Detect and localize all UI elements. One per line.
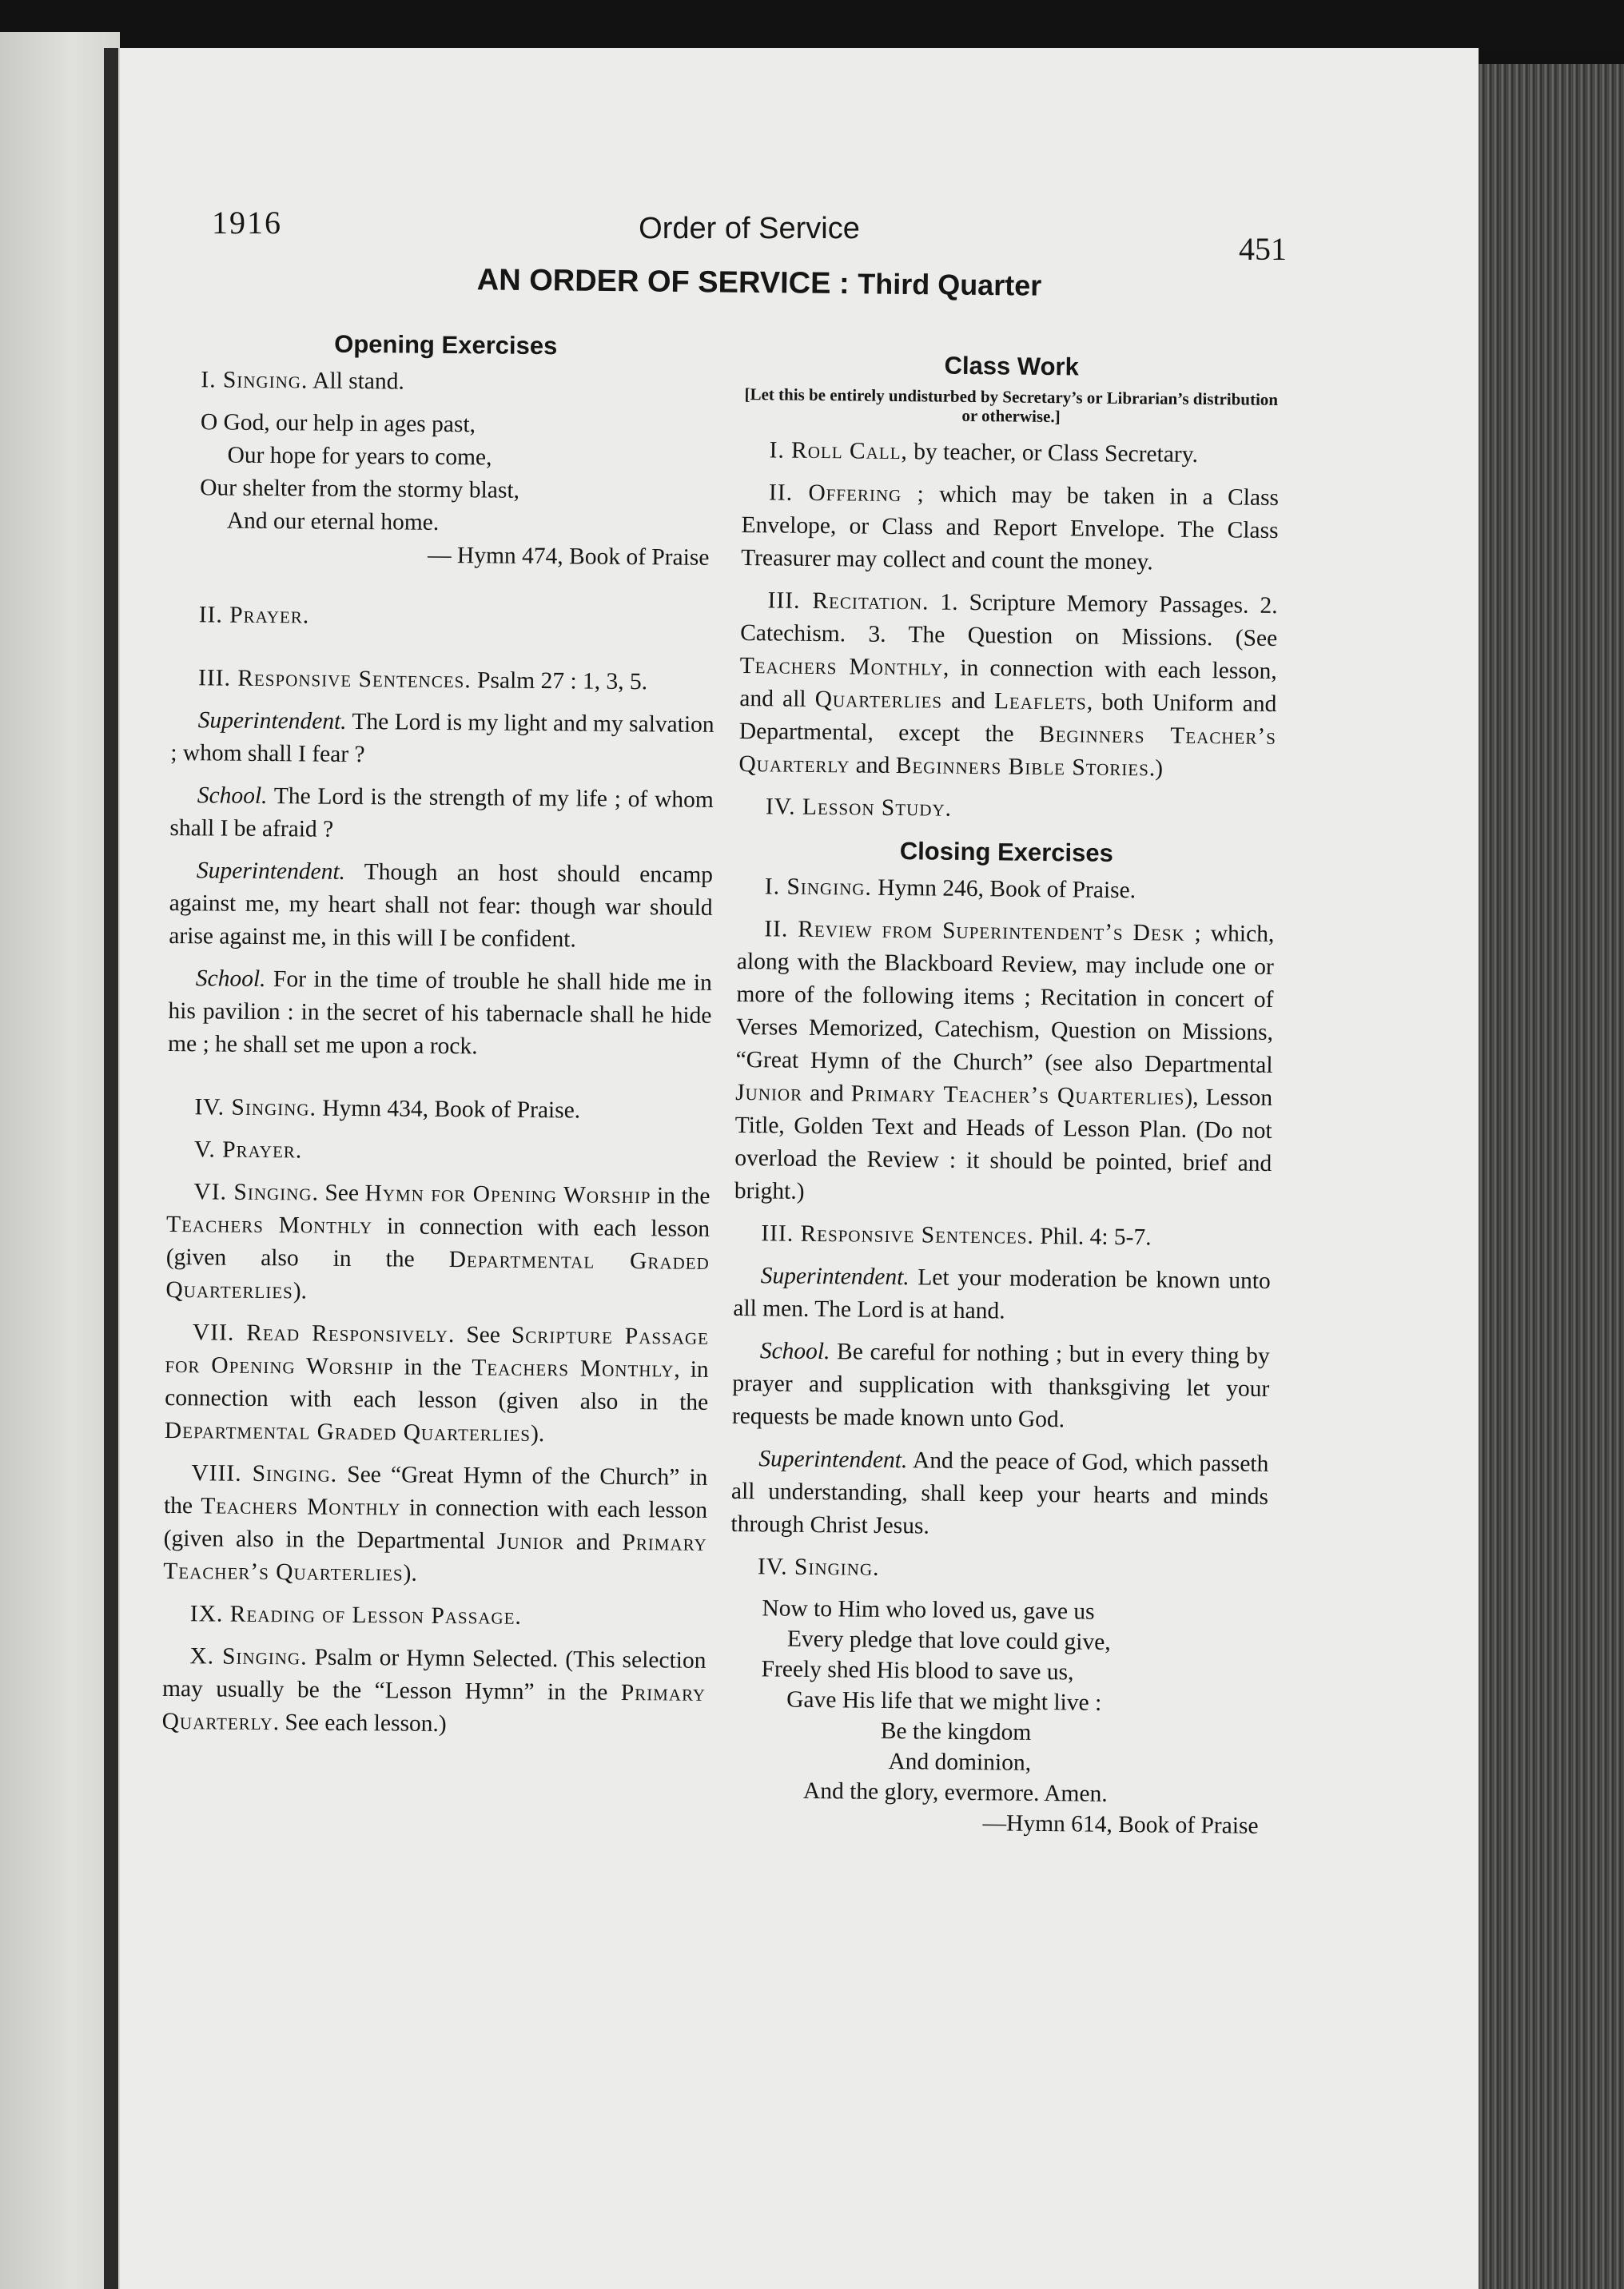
- item-reference: Quarterlies: [814, 686, 943, 714]
- responsive-sentence: [732, 1335, 1270, 1439]
- opening-item-4: [167, 1091, 710, 1129]
- opening-exercises-heading: Opening Exercises: [334, 329, 558, 360]
- item-reference: Teachers Monthly: [739, 652, 944, 681]
- item-text: Psalm 27 : 1, 3, 5.: [476, 667, 648, 695]
- verse-line: O God, our help in ages past,: [200, 409, 476, 438]
- closing-item-4: IV. Singing.: [757, 1554, 880, 1581]
- item-text: All stand.: [312, 368, 404, 395]
- running-head-year: 1916: [212, 205, 282, 241]
- item-label: VI. Singing.: [193, 1179, 320, 1206]
- item-label: IV. Singing.: [194, 1094, 317, 1121]
- item-reference: Junior: [496, 1528, 565, 1555]
- item-text: and: [951, 687, 985, 715]
- item-label: II. Offering ;: [768, 480, 925, 508]
- item-text: Phil. 4: 5-7.: [1040, 1223, 1152, 1251]
- item-text: in connection with each lesson (given also in the: [165, 1213, 710, 1272]
- class-work-item-3: [738, 584, 1278, 786]
- hymn-line: And the glory, evermore. Amen.: [802, 1777, 1108, 1807]
- verse-line: Our shelter from the stormy blast,: [200, 475, 520, 504]
- responsive-sentence: [733, 1260, 1271, 1331]
- item-text: See “Great Hymn of the Church” in the: [163, 1461, 708, 1519]
- speaker-label: Superintendent.: [197, 707, 347, 734]
- speaker-label: Superintendent.: [760, 1263, 910, 1291]
- sentence-text: The Lord is the strength of my life ; of whom shall I be afraid ?: [169, 783, 714, 842]
- opening-item-10: [162, 1640, 707, 1743]
- opening-item-7: [165, 1316, 709, 1452]
- item-text: in connection with each lesson (given also in the Departmental: [163, 1495, 708, 1555]
- item-label: II. Review from Superintendent’s Desk ;: [764, 916, 1202, 947]
- item-reference: Beginners Bible Stories: [895, 753, 1150, 782]
- opening-verse: [199, 406, 717, 575]
- item-label: I. Roll Call,: [769, 437, 909, 465]
- item-reference: Primary Teacher’s Quarterlies: [850, 1081, 1185, 1110]
- responsive-sentence: [169, 779, 714, 850]
- class-work-item-4: IV. Lesson Study.: [765, 794, 953, 822]
- scan-top-shadow: [0, 0, 1624, 50]
- item-reference: Scripture Passage for Opening Worship: [165, 1322, 710, 1380]
- hymn-citation: —Hymn 614, Book of Praise: [982, 1810, 1259, 1839]
- item-text: and: [855, 752, 890, 778]
- closing-item-2: [734, 913, 1275, 1213]
- opening-item-1: [173, 364, 717, 401]
- sentence-text: And the peace of God, which passeth all understanding, shall keep your hearts and minds through Christ Jesus.: [730, 1447, 1269, 1539]
- page-title: [432, 263, 1087, 305]
- page-block-edge: [1479, 64, 1624, 2289]
- item-text: , in connection with each lesson, and all: [739, 655, 1277, 712]
- item-reference: Teachers Monthly: [472, 1355, 675, 1383]
- hymn-line: Freely shed His blood to save us,: [761, 1656, 1074, 1686]
- speaker-label: Superintendent.: [758, 1446, 908, 1474]
- item-text: 1. Scripture Memory Passages. 2. Catechism. 3. The Question on Missions. (See: [740, 589, 1278, 652]
- item-text: and: [809, 1080, 844, 1107]
- item-label: VIII. Singing.: [191, 1460, 338, 1487]
- item-reference: Teachers Monthly: [165, 1211, 373, 1240]
- closing-item-1: [738, 870, 1275, 909]
- page-title-sub: Third Quarter: [858, 267, 1042, 302]
- class-work-note: [Let this be entirely undisturbed by Secretary’s or Librarian’s distribution or otherwise.]: [744, 384, 1279, 427]
- item-text: . See each lesson.): [273, 1710, 447, 1738]
- item-text: ).: [293, 1278, 308, 1304]
- hymn-line: And dominion,: [888, 1748, 1032, 1776]
- item-reference: Beginners Teacher’s Quarterly: [738, 721, 1277, 778]
- opening-item-6: [165, 1176, 710, 1312]
- item-text: and: [575, 1529, 611, 1555]
- item-text: in the: [404, 1354, 462, 1381]
- item-reference: Leaflets: [993, 688, 1088, 715]
- item-text: See: [324, 1180, 360, 1207]
- item-label: III. Responsive Sentences.: [197, 665, 472, 694]
- class-work-item-2: [741, 476, 1279, 580]
- item-label: X. Singing.: [189, 1643, 308, 1670]
- item-label: I. Singing.: [201, 367, 308, 394]
- opening-item-5: V. Prayer.: [193, 1137, 303, 1164]
- item-reference: Hymn for Opening Worship: [364, 1180, 651, 1209]
- item-text: .): [1148, 755, 1164, 782]
- sentence-text: For in the time of trouble he shall hide me in his pavilion : in the secret of his tabernacle shall he hide me ; he shall set me upon a rock.: [167, 966, 712, 1060]
- item-reference: Departmental Graded Quarterlies: [164, 1417, 531, 1447]
- speaker-label: School.: [195, 965, 266, 993]
- verse-line: Our hope for years to come,: [227, 442, 492, 471]
- sentence-text: Let your moderation be known unto all men. The Lord is at hand.: [733, 1264, 1271, 1324]
- item-text: Psalm or Hymn Selected. (This selection may usually be the “Lesson Hymn” in the: [161, 1644, 707, 1706]
- book-gutter: [104, 48, 118, 2289]
- item-text: , both Uniform and Departmental, except the: [738, 689, 1277, 747]
- item-reference: Junior: [734, 1079, 803, 1106]
- item-text: , in connection with each lesson (given also in the: [165, 1356, 709, 1415]
- item-label: III. Recitation.: [767, 587, 929, 615]
- hymn-line: Gave His life that we might live :: [786, 1686, 1102, 1716]
- opening-item-8: [163, 1457, 707, 1593]
- verse-citation: — Hymn 474, Book of Praise: [427, 542, 710, 571]
- item-reference: Primary Quarterly: [161, 1679, 707, 1736]
- item-label: I. Singing.: [764, 874, 873, 901]
- item-text: ).: [530, 1420, 545, 1447]
- hymn-line: Now to Him who loved us, gave us: [762, 1595, 1095, 1625]
- item-text: which may be taken in a Class Envelope, or Class and Report Envelope. The Class Treasurer may collect and count the money.: [741, 481, 1280, 575]
- class-work-heading: Class Work: [944, 351, 1080, 381]
- item-text: which, along with the Blackboard Review, may include one or more of the following items ; Recitation in concert of Verses Memorized, Catechism, Question on Missions, “Great Hymn of the Church” (see also Departmental: [735, 921, 1275, 1078]
- opening-item-3: [171, 662, 714, 699]
- opening-item-9: IX. Reading of Lesson Passage.: [189, 1601, 523, 1630]
- item-label: III. Responsive Sentences.: [761, 1220, 1035, 1249]
- item-text: ), Lesson Title, Golden Text and Heads of Lesson Plan. (Do not overload the Review : it should be pointed, brief and bright.): [734, 1084, 1273, 1204]
- running-head: [212, 204, 1287, 267]
- responsive-sentence: [730, 1443, 1268, 1547]
- item-text: by teacher, or Class Secretary.: [914, 439, 1199, 468]
- class-work-item-1: [742, 434, 1279, 472]
- facing-page-edge: [0, 32, 120, 2289]
- speaker-label: Superintendent.: [196, 858, 346, 885]
- page-number: 451: [1239, 231, 1287, 267]
- sentence-text: Though an host should encamp against me, my heart shall not fear: though war should arise against me, in this will I be confident.: [169, 859, 714, 953]
- sentence-text: Be careful for nothing ; but in every thing by prayer and supplication with thanksgiving let your requests be made known unto God.: [731, 1339, 1270, 1433]
- item-text: Hymn 434, Book of Praise.: [322, 1095, 581, 1124]
- responsive-sentence: [168, 962, 712, 1065]
- speaker-label: School.: [759, 1338, 830, 1365]
- responsive-sentence: [169, 854, 713, 957]
- sentence-text: The Lord is my light and my salvation ; whom shall I fear ?: [170, 708, 714, 768]
- running-head-title: Order of Service: [639, 212, 860, 245]
- left-column: [161, 321, 718, 1753]
- item-reference: Teachers Monthly: [201, 1493, 401, 1521]
- responsive-sentence: [170, 704, 714, 774]
- closing-exercises-heading: Closing Exercises: [899, 837, 1114, 867]
- closing-item-3: [734, 1217, 1271, 1256]
- right-column: [727, 342, 1280, 1845]
- item-text: Hymn 246, Book of Praise.: [878, 874, 1136, 904]
- verse-line: And our eternal home.: [226, 508, 440, 535]
- item-reference: Departmental Graded Quarterlies: [165, 1247, 710, 1304]
- item-reference: Primary Teacher’s Quarterlies: [163, 1529, 707, 1586]
- item-label: VII. Read Responsively.: [192, 1320, 456, 1348]
- item-text: ).: [403, 1560, 417, 1586]
- speaker-label: School.: [197, 782, 268, 810]
- hymn-line: Every pledge that love could give,: [786, 1626, 1111, 1655]
- closing-hymn: [759, 1593, 1267, 1841]
- item-text: See: [466, 1322, 501, 1348]
- hymn-line: Be the kingdom: [880, 1718, 1032, 1746]
- opening-item-2: II. Prayer.: [198, 602, 310, 629]
- page-title-main: AN ORDER OF SERVICE :: [476, 263, 850, 301]
- item-text: in the: [656, 1183, 710, 1209]
